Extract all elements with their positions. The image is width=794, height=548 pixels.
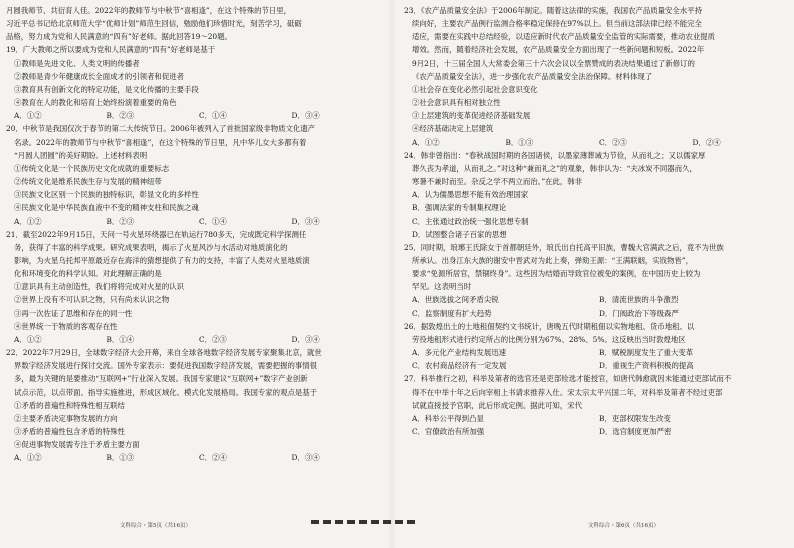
answer-option: D．③④	[291, 334, 320, 344]
answer-option: D．重视生产资料积极的提高	[599, 361, 694, 371]
answer-option: D．选官制度更加严密	[599, 427, 672, 436]
text-line: ②教师是青少年健康成长全面成才的引领者和促进者	[14, 71, 184, 81]
text-line: ④教育在人的教化和培育上始终扮演着重要的角色	[14, 98, 177, 108]
answer-option: C．②③	[599, 137, 627, 147]
answer-option: B．①③	[505, 137, 534, 147]
answer-options	[404, 346, 786, 359]
answer-option: A．①②	[14, 453, 42, 463]
left-column	[6, 4, 384, 464]
text-line: 界数字经济发展进行探讨交流。国外专家表示：要促进我国数字经济发展，需要把握的事情很	[14, 361, 318, 371]
answer-options	[404, 307, 786, 320]
question-stem: 25．同时期，琅琊王氏除女于首都朝廷外，琅氏出自托高平旧族，曹魏大官满武之后，竟不为世族	[404, 242, 724, 252]
page-footer-right: 文科综合・第6页（共16页）	[588, 523, 659, 529]
text-line: ①教师是先进文化、人类文明的传播者	[14, 58, 140, 68]
question-stem: 23．《农产品质量安全法》于2006年制定。随着这法律的实施，我国农产品质量安全水平持	[404, 6, 702, 15]
text-line: 《农产品质量安全法》，进一步强化农产品质量安全法治保障。材料体现了	[412, 71, 653, 81]
text-line: ④民族文化是中华民族血液中不变的精神支柱和民族之魂	[14, 203, 199, 213]
text-line: 寒暑不兼时而至。杂反之学不两立而治。”在此，韩非	[412, 177, 583, 187]
answer-options	[404, 412, 786, 425]
question-stem: 20．中秋节是我国仅次于春节的第二大传统节日。2006年被列入了首批国家级非物质文化遗产	[6, 124, 316, 134]
answer-option: D．③④	[291, 453, 320, 463]
text-line: 所承认。出身江东大族的谢安中晋武对为此上奏，弹劾王源：“王满联姻，实戕物皆”，	[412, 255, 694, 265]
text-line: 化和环境变化的科学认知。对此理解正确的是	[14, 269, 162, 279]
text-line: 要求“免源所居官，禁锢终身”。这些因为结婚而导致官位被免的案例，在中国历史上较为	[412, 269, 701, 279]
page-footer-left: 文科综合・第5页（共16页）	[120, 523, 191, 529]
answer-option: C．官僚政治有所加强	[412, 427, 485, 436]
text-line: 增效。然而，随着经济社会发展，农产品质量安全方面出现了一些新问题和短板。2022年	[412, 45, 705, 55]
answer-option: A．认为儒墨思想不能有效治理国家	[412, 190, 529, 200]
text-line: 9月2日，十三届全国人大常委会第三十六次会议以全票赞成的表决结果通过了新修订的	[412, 58, 695, 68]
text-line: 葬久丧为孝道，从而礼之。”对这种“兼而礼之”的观象，韩非认为：“夫冰炭不同器而久，	[412, 163, 697, 173]
answer-option: D．门阀政治下等级森严	[599, 308, 679, 318]
text-line: ①意识具有主动创造性，我们将将完成对火星的认识	[14, 282, 184, 292]
text-line: 劳役地租形式进行约定所占的比例分别为67%、28%、5%。这反映出当时敦煌地区	[412, 334, 686, 344]
text-line: 罕见。这表明当时	[412, 282, 472, 292]
text-line: 月圆我师节、共衍育人佳。2022年的教师节与中秋节“喜相逢”，在这个特殊的节日里，	[6, 6, 292, 15]
answer-options	[6, 333, 384, 346]
answer-option: B．吏部权限发生改变	[599, 413, 671, 423]
answer-option: B．②③	[106, 216, 135, 226]
answer-options	[404, 293, 786, 306]
text-line: ①矛盾的普遍性和特殊性相互联结	[14, 400, 125, 410]
text-line: ④世界统一于物质的客观存在性	[14, 321, 118, 331]
text-line: ③矛盾的普遍性包含矛盾的特殊性	[14, 427, 125, 436]
page-marker	[311, 520, 415, 526]
answer-option: B．①④	[106, 334, 135, 344]
text-line: ②主要矛盾决定事物发展的方向	[14, 413, 118, 423]
answer-options	[404, 425, 786, 438]
answer-option: C．②③	[199, 334, 227, 344]
answer-options	[6, 451, 384, 464]
question-stem: 24．韩非曾指出：“春秋战国时期的各国诸侯，以墨家薄葬诫为节俭，从而礼之；又以儒家厚	[404, 150, 706, 160]
answer-option: A．①②	[14, 216, 42, 226]
answer-options	[404, 136, 786, 149]
question-stem: 21．截至2022年9月15日，天问一号火星环绕器已在轨运行780多天，完成既定科学探测任	[6, 229, 307, 239]
answer-options	[6, 109, 384, 122]
answer-option: A．①②	[14, 111, 42, 121]
text-line: 影响，为火星乌托邦平原最近存在海洋的猜想提供了有力的支持，丰富了人类对火星地质演	[14, 255, 310, 265]
answer-option: A．多元化产业结构发展迅速	[412, 348, 507, 358]
text-line: 多，最为关键的是要推动“互联网+”行业深入发展。我国专家建议“互联网+”数字产业创新	[14, 374, 308, 384]
answer-option: B．①③	[106, 453, 135, 463]
right-column	[404, 4, 786, 438]
text-line: 品格，努力成为党和人民满意的“四有”好老师。据此回答19～20题。	[6, 32, 232, 42]
question-stem: 26．据敦煌出土的土地租佃契约文书统计，唐晚五代时期租佃以实物地租、货币地租、以	[404, 321, 695, 331]
text-line: ②社会意识具有相对独立性	[412, 98, 501, 108]
answer-options	[6, 215, 384, 228]
answer-option: B．清流世族的斗争激烈	[599, 295, 679, 305]
text-line: 得不在中举十年之后向宰相上书请求推荐入仕。宋太宗太平兴国二年，对科举及第者不经过吏部	[412, 387, 723, 397]
answer-option: B．赋税制度发生了重大变革	[599, 348, 694, 358]
answer-option: D．③④	[291, 111, 320, 121]
text-line: 试点示范，以点带面、指导实施推进，形成区域化、模式化发展格局。我国专家的观点是基于	[14, 387, 318, 397]
text-line: ②世界上没有不可认识之物，只有尚未认识之物	[14, 295, 170, 305]
question-stem: 22．2022年7月29日，全球数字经济大会开幕，来自全球各地数字经济发展专家聚集北京，就世	[6, 348, 322, 358]
answer-option: C．主张通过政治统一强化思想专制	[412, 216, 529, 226]
question-stem: 27．科举推行之初，科举及第者的选官还是吏部铨选才能授官，如唐代韩愈就因未能通过吏部试而不	[404, 374, 732, 384]
text-line: ③上层建筑的变革促进经济基础发展	[412, 111, 531, 121]
answer-option: D．③④	[291, 216, 320, 226]
text-line: ③再一次佐证了思维和存在的同一性	[14, 308, 133, 318]
text-line: ②传统文化是维系民族生存与发展的精神纽带	[14, 177, 162, 187]
text-line: ③民族文化区别一个民族的独特标识，彰显文化的多样性	[14, 190, 199, 200]
answer-option: D．②④	[692, 137, 721, 147]
answer-option: B．强调法家的专制集权理论	[412, 203, 507, 213]
answer-option: A．①②	[412, 137, 440, 147]
text-line: 续向好，主要农产品例行监测合格率稳定保持在97%以上。但当前这部法律已经不能完全	[412, 19, 702, 29]
answer-option: C．②④	[199, 453, 227, 463]
answer-option: C．①④	[199, 111, 227, 121]
text-line: ①社会存在变化必然引起社会意识变化	[412, 84, 538, 94]
answer-option: C．农村商品经济有一定发展	[412, 361, 507, 371]
answer-option: B．②③	[106, 111, 135, 121]
text-line: 名录。2022年的教师节与中秋节“喜相逢”，在这个特殊的节日里，凡中华儿女大多都有着	[14, 137, 307, 147]
answer-option: A．①②	[14, 334, 42, 344]
text-line: ④促进事物发展需专注于矛盾主要方面	[14, 440, 140, 450]
page-gutter	[389, 0, 395, 548]
text-line: ④经济基础决定上层建筑	[412, 124, 494, 134]
answer-option: A．世族选拔之间矛盾尖锐	[412, 295, 499, 305]
text-line: ①传统文化是一个民族历史文化成就的重要标志	[14, 163, 170, 173]
answer-option: D．试图整合诸子百家的思想	[412, 229, 507, 239]
text-line: 适应，需要在实践中总结经验，以适应新时代农产品质量安全监管的实际需要，推动农业提质	[412, 32, 716, 42]
text-line: 习近平总书记给北京师范大学“优师计划”师范生回信，勉励他们珍惜时光，刻苦学习，砥砺	[6, 19, 302, 29]
text-line: 试就直接授予官职，此后形成定例。据此可知，宋代	[412, 400, 582, 410]
text-line: “月圆人团圆”的美好期盼。上述材料表明	[14, 150, 148, 160]
text-line: 务，获得了丰富的科学成果。研究成果表明，揭示了火星风沙与水活动对地质演化的	[14, 242, 288, 252]
text-line: ③教育具有创新文化的特定功能，是文化传播的主要手段	[14, 84, 199, 94]
answer-option: C．①④	[199, 216, 227, 226]
question-stem: 19．广大教师之所以要成为党和人民满意的“四有”好老师是基于	[6, 45, 216, 55]
answer-option: C．监察制度有扩大趋势	[412, 308, 492, 318]
answer-option: A．科举公平得到凸显	[412, 413, 484, 423]
answer-options	[404, 359, 786, 372]
